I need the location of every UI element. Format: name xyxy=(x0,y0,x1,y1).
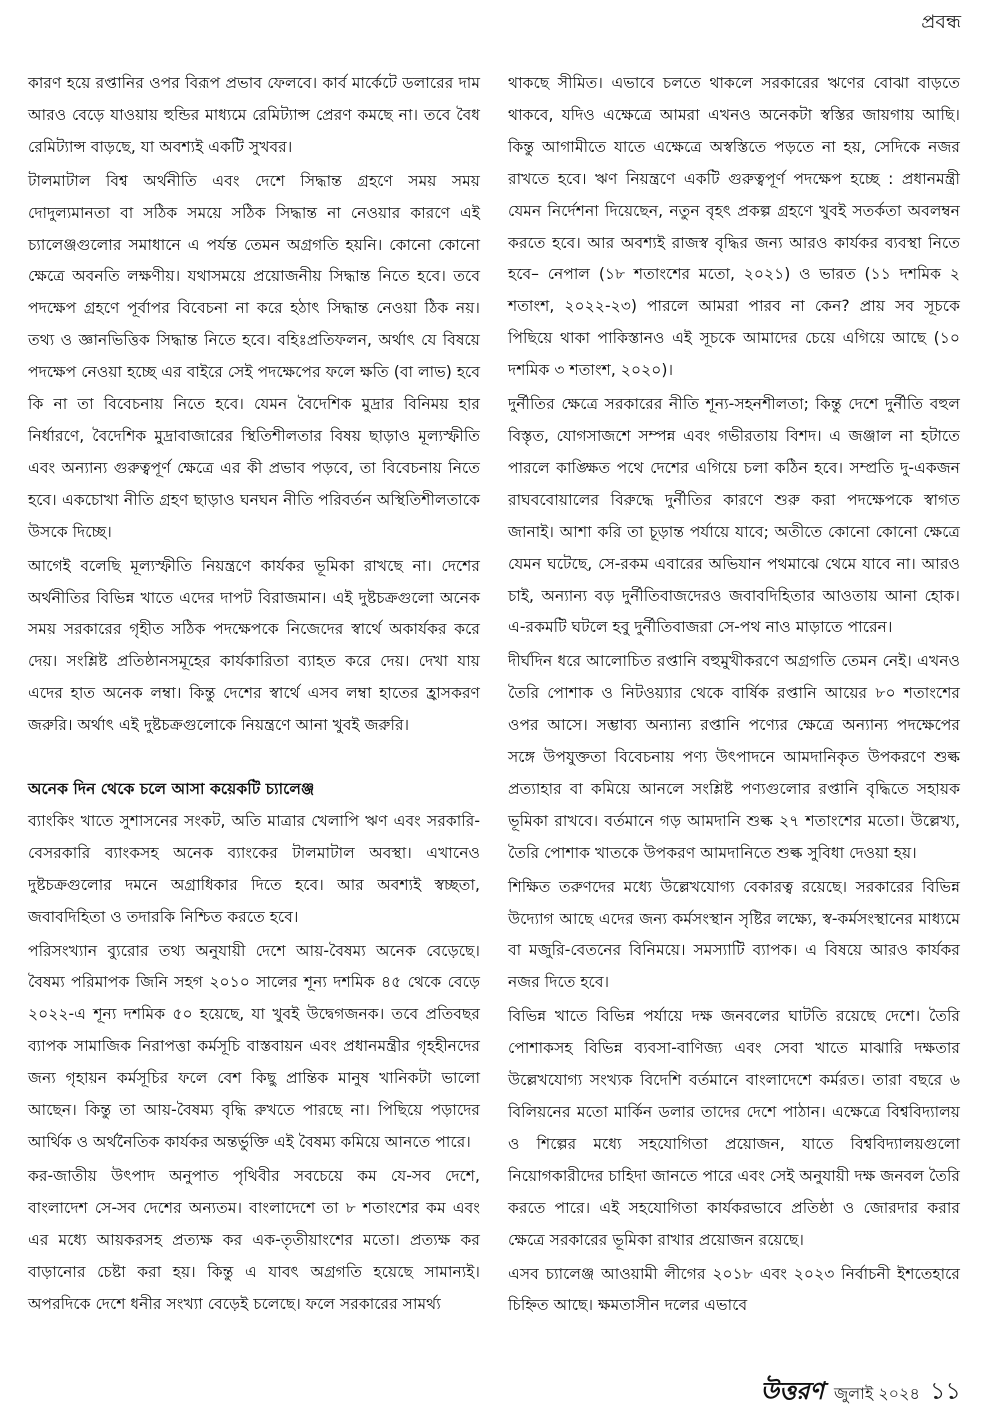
issue-date: জুলাই ২০২৪ xyxy=(833,1384,920,1403)
paragraph: দীর্ঘদিন ধরে আলোচিত রপ্তানি বহুমুখীকরণে অগ্রগতি তেমন নেই। এখনও তৈরি পোশাক ও নিটওয়্যার থেকে বার্ষিক রপ্তানি আয়ের ৮০ শতাংশের ওপর আসে। সম্ভাব্য অন্যান্য রপ্তানি পণ্যের ক্ষেত্রে অন্যান্য পদক্ষেপের সঙ্গে উপযুক্ততা বিবেচনায় পণ্য উৎপাদনে আমদানিকৃত উপকরণে শুল্ক প্রত্যাহার বা কমিয়ে আনলে সংশ্লিষ্ট পণ্যগুলোর রপ্তানি বৃদ্ধিতে সহায়ক ভূমিকা রাখবে। বর্তমানে গড় আমদানি শুল্ক ২৭ শতাংশের মতো। উল্লেখ্য, তৈরি পোশাক খাতকে উপকরণ আমদানিতে শুল্ক সুবিধা দেওয়া হয়। xyxy=(508,652,960,862)
paragraph: পরিসংখ্যান ব্যুরোর তথ্য অনুযায়ী দেশে আয়-বৈষম্য অনেক বেড়েছে। বৈষম্য পরিমাপক জিনি সহগ ২০১০ সালের শূন্য দশমিক ৪৫ থেকে বেড়ে ২০২২-এ শূন্য দশমিক ৫০ হয়েছে, যা খুবই উদ্বেগজনক। তবে প্রতিবছর ব্যাপক সামাজিক নিরাপত্তা কর্মসূচি বাস্তবায়ন এবং প্রধানমন্ত্রীর গৃহহীনদের জন্য গৃহায়ন কর্মসূচির ফলে বেশ কিছু প্রান্তিক মানুষ খানিকটা ভালো আছেন। কিন্তু তা আয়-বৈষম্য বৃদ্ধি রুখতে পারছে না। পিছিয়ে পড়াদের আর্থিক ও অর্থনৈতিক কার্যকর অন্তর্ভুক্তি এই বৈষম্য কমিয়ে আনতে পারে। xyxy=(28,941,480,1151)
spacer xyxy=(28,744,480,774)
paragraph: শিক্ষিত তরুণদের মধ্যে উল্লেখযোগ্য বেকারত্ব রয়েছে। সরকারের বিভিন্ন উদ্যোগ আছে এদের জন্য কর্মসংস্থান সৃষ্টির লক্ষ্যে, স্ব-কর্মসংস্থানের মাধ্যমে বা মজুরি-বেতনের বিনিময়ে। সমস্যাটি ব্যাপক। এ বিষয়ে আরও কার্যকর নজর দিতে হবে। xyxy=(508,877,960,992)
magazine-logo: উত্তরণ xyxy=(760,1377,824,1405)
right-column xyxy=(508,68,960,1324)
paragraph: ব্যাংকিং খাতে সুশাসনের সংকট, অতি মাত্রার খেলাপি ঋণ এবং সরকারি-বেসরকারি ব্যাংকসহ অনেক ব্যাংকের টালমাটাল অবস্থা। এখানেও দুষ্টচক্রগুলোর দমনে অগ্রাধিকার দিতে হবে। আর অবশ্যই স্বচ্ছতা, জবাবদিহিতা ও তদারকি নিশ্চিত করতে হবে। xyxy=(28,811,480,926)
subheading: অনেক দিন থেকে চলে আসা কয়েকটি চ্যালেঞ্জ xyxy=(28,780,315,799)
paragraph: এসব চ্যালেঞ্জ আওয়ামী লীগের ২০১৮ এবং ২০২৩ নির্বাচনী ইশতেহারে চিহ্নিত আছে। ক্ষমতাসীন দলের এভাবে xyxy=(508,1264,960,1315)
section-label: প্রবন্ধ xyxy=(921,11,961,33)
left-column xyxy=(28,68,480,1322)
paragraph: টালমাটাল বিশ্ব অর্থনীতি এবং দেশে সিদ্ধান্ত গ্রহণে সময় সময় দোদুল্যমানতা বা সঠিক সময়ে সঠিক সিদ্ধান্ত না নেওয়ার কারণে এই চ্যালেঞ্জগুলোর সমাধানে এ পর্যন্ত তেমন অগ্রগতি হয়নি। কোনো কোনো ক্ষেত্রে অবনতি লক্ষণীয়। যথাসময়ে প্রয়োজনীয় সিদ্ধান্ত নিতে হবে। তবে পদক্ষেপ গ্রহণে পূর্বাপর বিবেচনা না করে হঠাৎ সিদ্ধান্ত নেওয়া ঠিক নয়। তথ্য ও জ্ঞানভিত্তিক সিদ্ধান্ত নিতে হবে। বহিঃপ্রতিফলন, অর্থাৎ যে বিষয়ে পদক্ষেপ নেওয়া হচ্ছে এর বাইরে সেই পদক্ষেপের ফলে ক্ষতি (বা লাভ) হবে কি না তা বিবেচনায় নিতে হবে। যেমন বৈদেশিক মুদ্রার বিনিময় হার নির্ধারণে, বৈদেশিক মুদ্রাবাজারের স্থিতিশীলতার বিষয় ছাড়াও মূল্যস্ফীতি এবং অন্যান্য গুরুত্বপূর্ণ ক্ষেত্রে এর কী প্রভাব পড়বে, তা বিবেচনায় নিতে হবে। একচোখা নীতি গ্রহণ ছাড়াও ঘনঘন নীতি পরিবর্তন অস্থিতিশীলতাকে উসকে দিচ্ছে। xyxy=(28,171,480,541)
paragraph: দুর্নীতির ক্ষেত্রে সরকারের নীতি শূন্য-সহনশীলতা; কিন্তু দেশে দুর্নীতি বহুল বিস্তৃত, যোগসাজশে সম্পন্ন এবং গভীরতায় বিশদ। এ জঞ্জাল না হটাতে পারলে কাঙ্ক্ষিত পথে দেশের এগিয়ে চলা কঠিন হবে। সম্প্রতি দু-একজন রাঘববোয়ালের বিরুদ্ধে দুর্নীতির কারণে শুরু করা পদক্ষেপকে স্বাগত জানাই। আশা করি তা চূড়ান্ত পর্যায়ে যাবে; অতীতে কোনো কোনো ক্ষেত্রে যেমন ঘটেছে, সে-রকম এবারের অভিযান পথমাঝে থেমে যাবে না। আরও চাই, অন্যান্য বড় দুর্নীতিবাজদেরও জবাবদিহিতার আওতায় আনা হোক। এ-রকমটি ঘটলে হবু দুর্নীতিবাজরা সে-পথ নাও মাড়াতে পারেন। xyxy=(508,395,960,637)
paragraph: বিভিন্ন খাতে বিভিন্ন পর্যায়ে দক্ষ জনবলের ঘাটতি রয়েছে দেশে। তৈরি পোশাকসহ বিভিন্ন ব্যবসা-বাণিজ্য এবং সেবা খাতে মাঝারি দক্ষতার উল্লেখযোগ্য সংখ্যক বিদেশি বর্তমানে বাংলাদেশে কর্মরত। তারা বছরে ৬ বিলিয়নের মতো মার্কিন ডলার তাদের দেশে পাঠান। এক্ষেত্রে বিশ্ববিদ্যালয় ও শিল্পের মধ্যে সহযোগিতা প্রয়োজন, যাতে বিশ্ববিদ্যালয়গুলো নিয়োগকারীদের চাহিদা জানতে পারে এবং সেই অনুযায়ী দক্ষ জনবল তৈরি করতে পারে। এই সহযোগিতা কার্যকরভাবে প্রতিষ্ঠা ও জোরদার করার ক্ষেত্রে সরকারের ভূমিকা রাখার প্রয়োজন রয়েছে। xyxy=(508,1007,960,1249)
page-footer xyxy=(760,1373,961,1413)
paragraph: কারণ হয়ে রপ্তানির ওপর বিরূপ প্রভাব ফেলবে। কার্ব মার্কেটে ডলারের দাম আরও বেড়ে যাওয়ায় হুন্ডির মাধ্যমে রেমিট্যান্স প্রেরণ কমছে না। তবে বৈধ রেমিট্যান্স বাড়ছে, যা অবশ্যই একটি সুখবর। xyxy=(28,74,480,156)
paragraph: আগেই বলেছি মূল্যস্ফীতি নিয়ন্ত্রণে কার্যকর ভূমিকা রাখছে না। দেশের অর্থনীতির বিভিন্ন খাতে এদের দাপট বিরাজমান। এই দুষ্টচক্রগুলো অনেক সময় সরকারের গৃহীত সঠিক পদক্ষেপকে নিজেদের স্বার্থে অকার্যকর করে দেয়। সংশ্লিষ্ট প্রতিষ্ঠানসমূহের কার্যকারিতা ব্যাহত করে দেয়। দেখা যায় এদের হাত অনেক লম্বা। কিন্তু দেশের স্বার্থে এসব লম্বা হাতের হ্রাসকরণ জরুরি। অর্থাৎ এই দুষ্টচক্রগুলোকে নিয়ন্ত্রণে আনা খুবই জরুরি। xyxy=(28,556,480,735)
paragraph: থাকছে সীমিত। এভাবে চলতে থাকলে সরকারের ঋণের বোঝা বাড়তে থাকবে, যদিও এক্ষেত্রে আমরা এখনও অনেকটা স্বস্তির জায়গায় আছি। কিন্তু আগামীতে যাতে এক্ষেত্রে অস্বস্তিতে পড়তে না হয়, সেদিকে নজর রাখতে হবে। ঋণ নিয়ন্ত্রণে একটি গুরুত্বপূর্ণ পদক্ষেপ হচ্ছে : প্রধানমন্ত্রী যেমন নির্দেশনা দিয়েছেন, নতুন বৃহৎ প্রকল্প গ্রহণে খুবই সতর্কতা অবলম্বন করতে হবে। আর অবশ্যই রাজস্ব বৃদ্ধির জন্য আরও কার্যকর ব্যবস্থা নিতে হবে– নেপাল (১৮ শতাংশের মতো, ২০২১) ও ভারত (১১ দশমিক ২ শতাংশ, ২০২২-২৩) পারলে আমরা পারব না কেন? প্রায় সব সূচকে পিছিয়ে থাকা পাকিস্তানও এই সূচকে আমাদের চেয়ে এগিয়ে আছে (১০ দশমিক ৩ শতাংশ, ২০২০)। xyxy=(508,74,960,380)
page-number: ১১ xyxy=(929,1377,961,1405)
paragraph: কর-জাতীয় উৎপাদ অনুপাত পৃথিবীর সবচেয়ে কম যে-সব দেশে, বাংলাদেশ সে-সব দেশের অন্যতম। বাংলাদেশে তা ৮ শতাংশের কম এবং এর মধ্যে আয়করসহ প্রত্যক্ষ কর এক-তৃতীয়াংশের মতো। প্রত্যক্ষ কর বাড়ানোর চেষ্টা করা হয়। কিন্তু এ যাবৎ অগ্রগতি হয়েছে সামান্যই। অপরদিকে দেশে ধনীর সংখ্যা বেড়েই চলেছে। ফলে সরকারের সামর্থ্য xyxy=(28,1166,480,1313)
